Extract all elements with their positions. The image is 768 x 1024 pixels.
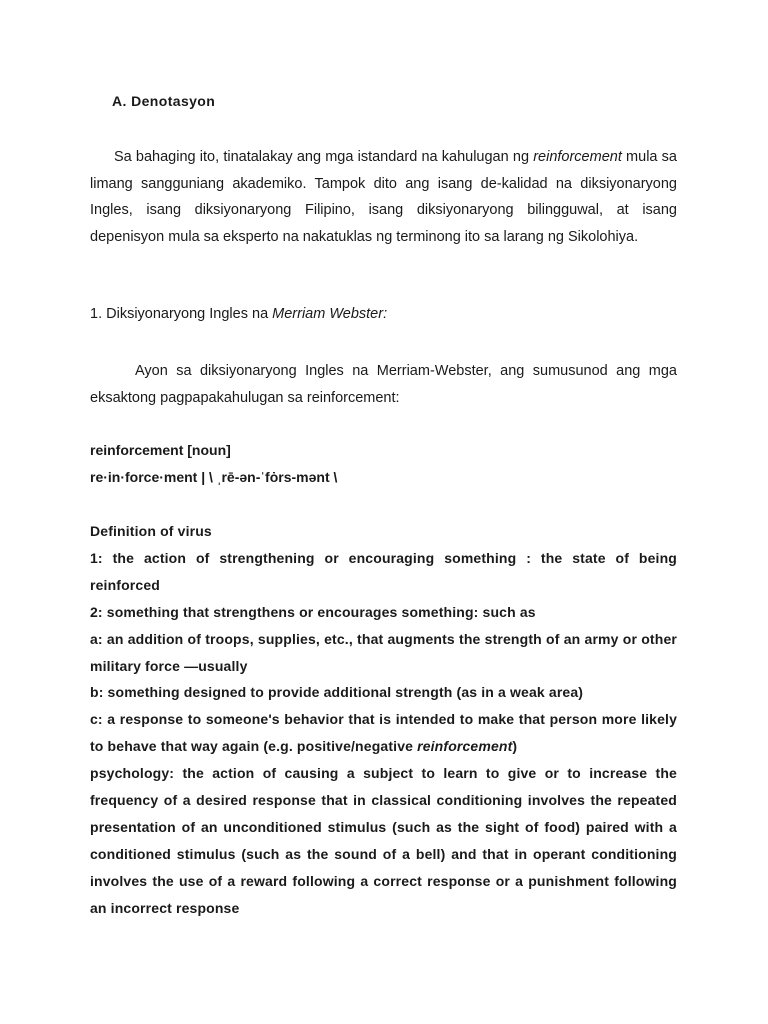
definition-psychology: psychology: the action of causing a subject to learn to give or to increase the frequency of a desired response that in classical conditioning involves the repeated presentation of an unconditioned stimulus (such as the sight of food) paired with a conditioned stimulus (such as the sound of a bell) and that in operant conditioning involves the use of a reward following a correct response or a punishment following an incorrect response bbox=[90, 765, 677, 916]
definition-c-text: c: a response to someone's behavior that is intended to make that person more likely to behave that way again (e.g. positive/negative bbox=[90, 711, 677, 755]
section-heading: A. Denotasyon bbox=[112, 93, 216, 109]
dictionary-entry bbox=[90, 437, 677, 491]
intro-text-2: mula sa limang sangguniang akademiko. Tampok dito ang isang de-kalidad na diksiyonaryong Ingles, isang diksiyonaryong Filipino, isang diksiyonaryong bilingguwal, at isang depenisyon mula sa eksperto na nakatuklas ng terminong ito sa larang ng Sikolohiya. bbox=[90, 149, 677, 245]
intro-italic-term: reinforcement bbox=[533, 149, 622, 165]
intro-text-1: Sa bahaging ito, tinatalakay ang mga istandard na kahulugan ng bbox=[114, 149, 534, 165]
definition-c-italic-term: reinforcement bbox=[417, 738, 513, 755]
merriam-webster-intro: Ayon sa diksiyonaryong Ingles na Merriam-Webster, ang sumusunod ang mga eksaktong pagpapakahulugan sa reinforcement: bbox=[90, 363, 677, 406]
entry-pronunciation: re·in·force·ment | \ ˌrē-ən-ˈfȯrs-mənt \ bbox=[90, 468, 338, 485]
definitions-title: Definition of virus bbox=[90, 523, 212, 539]
entry-headword: reinforcement [noun] bbox=[90, 442, 231, 458]
subheading-merriam-webster bbox=[90, 306, 387, 322]
subheading-prefix: 1. Diksiyonaryong Ingles na bbox=[90, 306, 273, 322]
intro-paragraph bbox=[90, 144, 677, 250]
definition-c bbox=[90, 706, 677, 760]
definition-a: a: an addition of troops, supplies, etc., that augments the strength of an army or other military force —usually bbox=[90, 630, 677, 674]
subheading-source-name: Merriam Webster: bbox=[272, 306, 388, 322]
definition-2: 2: something that strengthens or encourages something: such as bbox=[90, 603, 536, 620]
definition-c-close: ) bbox=[512, 738, 518, 755]
definition-1: 1: the action of strengthening or encouraging something : the state of being reinforced bbox=[90, 549, 677, 593]
definitions-block bbox=[90, 518, 677, 922]
definition-b: b: something designed to provide additional strength (as in a weak area) bbox=[90, 684, 584, 701]
